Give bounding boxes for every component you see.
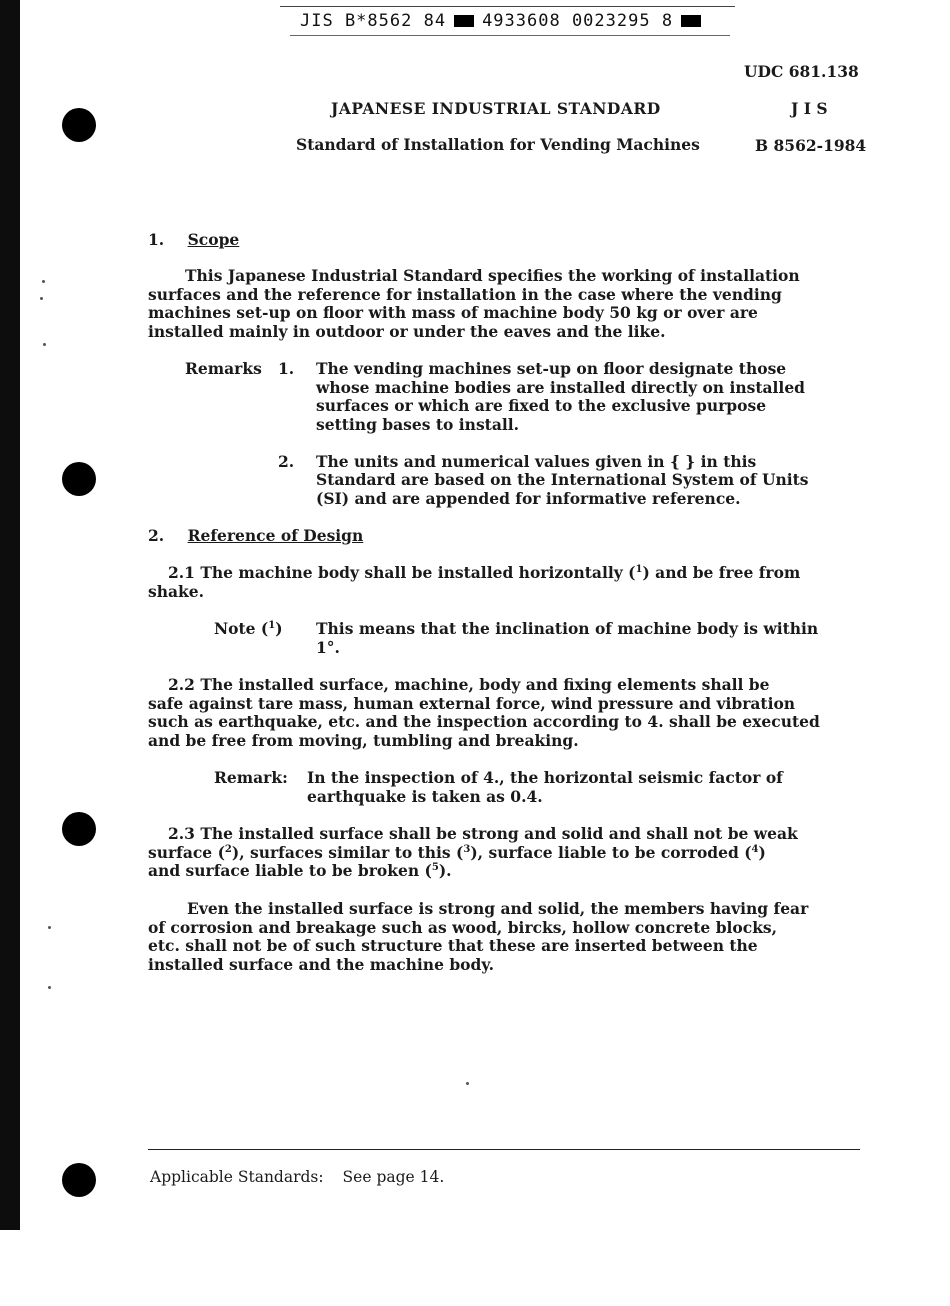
section-title: Scope [187, 230, 240, 249]
paragraph-line: of corrosion and breakage such as wood, bircks, hollow concrete blocks, [148, 917, 778, 937]
remark-line: earthquake is taken as 0.4. [307, 786, 543, 806]
header-bottom-rule [290, 35, 730, 36]
clause-2-2-line: and be free from moving, tumbling and breaking. [148, 730, 579, 750]
section-heading-scope [148, 230, 239, 249]
scan-speck [48, 986, 51, 989]
punch-hole-3 [62, 812, 96, 846]
standard-number: B 8562-1984 [755, 136, 867, 155]
remark-line: setting bases to install. [316, 414, 520, 434]
remark-number: 2. [278, 451, 295, 471]
section-heading-design [148, 526, 363, 545]
header-code [300, 10, 701, 32]
punch-hole-4 [62, 1163, 96, 1197]
note-label: Note ($^1$) [214, 619, 283, 638]
scope-line: surfaces and the reference for installation in the case where the vending [148, 284, 782, 304]
header-block-mark [454, 15, 474, 27]
clause-2-2-line: 2.2 The installed surface, machine, body and fixing elements shall be [168, 675, 770, 694]
document-title: Standard of Installation for Vending Machines [296, 135, 700, 154]
udc-number: UDC 681.138 [744, 62, 859, 81]
clause-2-3-line: surface ($^2$), surfaces similar to this ($^3$), surface liable to be corroded ($^4$) [148, 842, 766, 862]
footer-rule [148, 1149, 860, 1150]
header-block-mark [681, 15, 701, 27]
section-number: 1. [148, 230, 165, 249]
remark-line: Standard are based on the International System of Units [316, 470, 809, 490]
section-title: Reference of Design [187, 526, 364, 545]
punch-hole-1 [62, 108, 96, 142]
scan-speck [40, 297, 43, 300]
remark-label: Remark: [214, 768, 288, 787]
scan-speck [42, 280, 45, 283]
standard-org: JAPANESE INDUSTRIAL STANDARD [331, 99, 661, 118]
clause-2-1-line: shake. [148, 581, 205, 601]
paragraph-line: etc. shall not be of such structure that these are inserted between the [148, 936, 758, 956]
scan-edge-bar [0, 0, 20, 1230]
scan-speck [466, 1082, 469, 1085]
note-line: 1°. [316, 637, 340, 657]
scope-line: machines set-up on floor with mass of machine body 50 kg or over are [148, 303, 758, 323]
footer-label: Applicable Standards: [150, 1168, 324, 1186]
footer-text: See page 14. [342, 1168, 445, 1186]
clause-2-3-line: and surface liable to be broken ($^5$). [148, 861, 452, 881]
remark-line: (SI) and are appended for informative reference. [316, 488, 741, 508]
clause-2-2-line: safe against tare mass, human external force, wind pressure and vibration [148, 693, 796, 713]
scan-speck [43, 343, 46, 346]
clause-2-1-line: 2.1 The machine body shall be installed horizontally ($^1$) and be free from [168, 563, 801, 582]
paragraph-line: installed surface and the machine body. [148, 954, 494, 974]
remark-number: 1. [278, 359, 295, 378]
paragraph-line: Even the installed surface is strong and solid, the members having fear [187, 899, 809, 918]
remark-line: The vending machines set-up on floor designate those [316, 359, 787, 378]
remark-line: The units and numerical values given in { } in this [316, 451, 757, 471]
punch-hole-2 [62, 462, 96, 496]
header-top-rule [280, 6, 735, 7]
remark-line: surfaces or which are fixed to the exclusive purpose [316, 396, 767, 416]
remarks-label: Remarks [185, 359, 262, 378]
header-code-left: JIS B*8562 84 [300, 11, 447, 31]
section-number: 2. [148, 526, 165, 545]
jis-mark: J I S [791, 99, 828, 118]
remark-line: whose machine bodies are installed directly on installed [316, 377, 806, 397]
scan-speck [48, 926, 51, 929]
scope-line: installed mainly in outdoor or under the eaves and the like. [148, 321, 666, 341]
clause-2-3-line: 2.3 The installed surface shall be strong and solid and shall not be weak [168, 824, 798, 843]
note-line: This means that the inclination of machine body is within [316, 619, 819, 638]
footer-applicable-standards [150, 1168, 444, 1186]
header-code-right: 4933608 0023295 8 [482, 11, 674, 31]
remark-line: In the inspection of 4., the horizontal seismic factor of [307, 768, 783, 787]
scope-line: This Japanese Industrial Standard specifies the working of installation [185, 266, 800, 285]
clause-2-2-line: such as earthquake, etc. and the inspection according to 4. shall be executed [148, 712, 820, 732]
